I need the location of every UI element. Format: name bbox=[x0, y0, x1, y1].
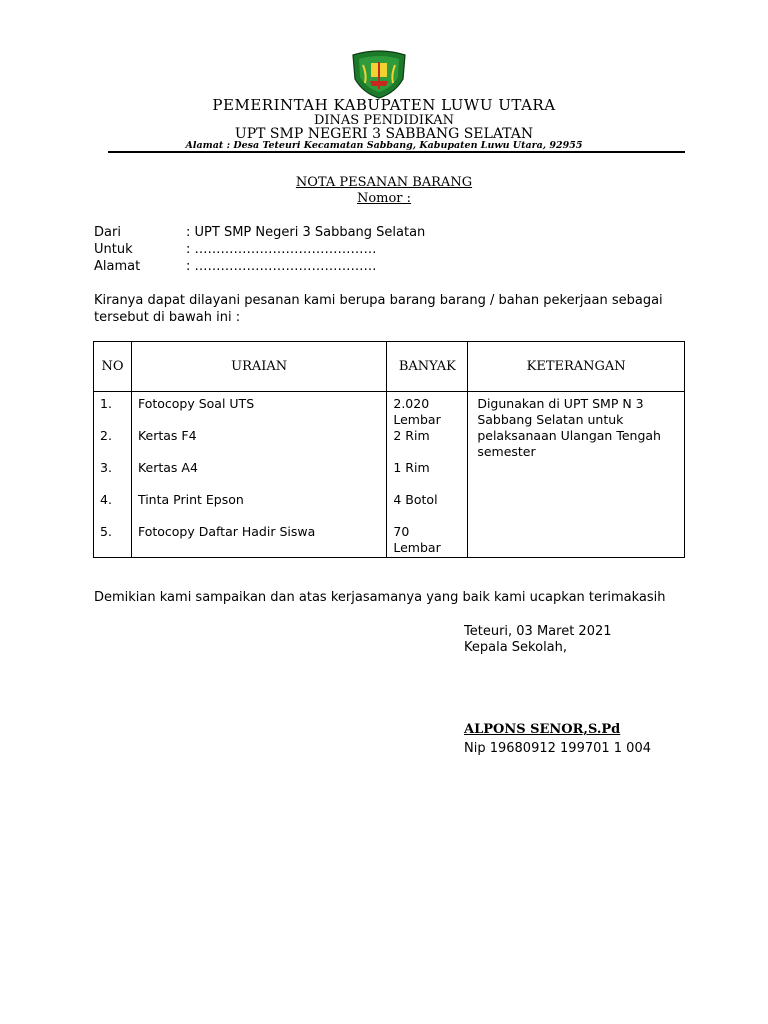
row-banyak: 2.020 Lembar bbox=[393, 396, 441, 427]
uraian-column bbox=[131, 392, 386, 558]
header-no: NO bbox=[94, 342, 132, 392]
signatory-name: ALPONS SENOR,S.Pd bbox=[464, 722, 621, 737]
keterangan-text: Digunakan di UPT SMP N 3 Sabbang Selatan untuk pelaksanaan Ulangan Tengah semester bbox=[477, 396, 661, 459]
field-label-untuk: Untuk bbox=[94, 242, 133, 257]
place-date: Teteuri, 03 Maret 2021 bbox=[464, 624, 612, 639]
document-number: Nomor : bbox=[356, 191, 412, 206]
row-uraian: Tinta Print Epson bbox=[137, 492, 244, 507]
table-header-row bbox=[94, 342, 685, 392]
letterhead-divider bbox=[108, 151, 685, 153]
keterangan-column bbox=[468, 392, 685, 558]
row-uraian: Fotocopy Daftar Hadir Siswa bbox=[137, 524, 316, 539]
intro-line-2: tersebut di bawah ini : bbox=[94, 310, 241, 325]
intro-line-1: Kiranya dapat dilayani pesanan kami berupa barang barang / bahan pekerjaan sebagai bbox=[94, 293, 663, 308]
field-value-untuk: : …………………………………… bbox=[186, 242, 377, 257]
school-name: UPT SMP NEGERI 3 SABBANG SELATAN bbox=[234, 126, 534, 142]
row-banyak: 2 Rim bbox=[393, 428, 430, 443]
row-no: 1. bbox=[100, 396, 112, 411]
row-no: 5. bbox=[100, 524, 112, 539]
header-keterangan: KETERANGAN bbox=[468, 342, 685, 392]
banyak-column bbox=[387, 392, 468, 558]
regency-logo bbox=[349, 49, 409, 99]
row-banyak: 4 Botol bbox=[393, 492, 438, 507]
row-uraian: Kertas A4 bbox=[137, 460, 198, 475]
row-uraian: Kertas F4 bbox=[137, 428, 197, 443]
document-title: NOTA PESANAN BARANG bbox=[295, 175, 473, 190]
header-uraian: URAIAN bbox=[131, 342, 386, 392]
header-banyak: BANYAK bbox=[387, 342, 468, 392]
school-address: Alamat : Desa Teteuri Kecamatan Sabbang, Kabupaten Luwu Utara, 92955 bbox=[185, 140, 583, 151]
row-no: 2. bbox=[100, 428, 112, 443]
department-name: DINAS PENDIDIKAN bbox=[313, 113, 455, 128]
closing-sentence: Demikian kami sampaikan dan atas kerjasamanya yang baik kami ucapkan terimakasih bbox=[94, 590, 666, 605]
row-banyak: 1 Rim bbox=[393, 460, 430, 475]
field-label-alamat: Alamat bbox=[94, 259, 141, 274]
no-column bbox=[94, 392, 132, 558]
field-label-dari: Dari bbox=[94, 225, 121, 240]
table-body-row bbox=[94, 392, 685, 558]
row-banyak: 70 Lembar bbox=[393, 524, 441, 555]
field-value-alamat: : …………………………………… bbox=[186, 259, 377, 274]
row-uraian: Fotocopy Soal UTS bbox=[137, 396, 255, 411]
government-name: PEMERINTAH KABUPATEN LUWU UTARA bbox=[212, 96, 556, 114]
field-value-dari: : UPT SMP Negeri 3 Sabbang Selatan bbox=[186, 225, 426, 240]
row-no: 3. bbox=[100, 460, 112, 475]
row-no: 4. bbox=[100, 492, 112, 507]
signatory-nip: Nip 19680912 199701 1 004 bbox=[464, 741, 651, 756]
order-table bbox=[93, 341, 685, 558]
signatory-position: Kepala Sekolah, bbox=[464, 640, 568, 655]
